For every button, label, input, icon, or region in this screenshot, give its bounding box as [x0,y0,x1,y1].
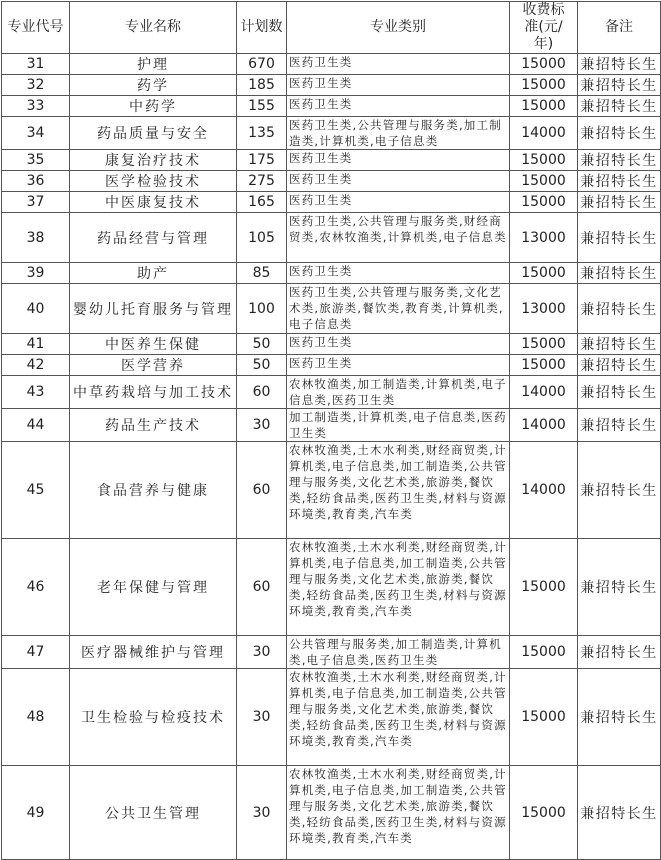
remark: 兼招特长生 [578,669,661,766]
tuition-fee: 14000 [510,442,578,539]
tuition-fee: 15000 [510,96,578,117]
major-category: 医药卫生类,公共管理与服务类,财经商贸类,农林牧渔类,计算机类,电子信息类 [287,213,510,263]
tuition-fee: 15000 [510,150,578,171]
plan-count: 50 [237,355,287,376]
major-category: 医药卫生类 [287,54,510,75]
tuition-fee: 15000 [510,75,578,96]
plan-count: 275 [237,171,287,192]
major-name: 卫生检验与检疫技术 [70,669,237,766]
tuition-fee: 15000 [510,766,578,860]
tuition-fee: 15000 [510,54,578,75]
tuition-fee: 15000 [510,636,578,669]
plan-count: 60 [237,539,287,636]
major-name: 老年保健与管理 [70,539,237,636]
tuition-fee: 15000 [510,334,578,355]
major-name: 婴幼儿托育服务与管理 [70,284,237,334]
header-code: 专业代号 [2,2,70,54]
major-name: 药品经营与管理 [70,213,237,263]
table-row [2,669,661,766]
remark: 兼招特长生 [578,409,661,442]
major-category: 农林牧渔类,加工制造类,计算机类,电子信息类,医药卫生类 [287,376,510,409]
plan-count: 30 [237,669,287,766]
header-fee [510,2,578,54]
plan-count: 30 [237,766,287,860]
major-category: 医药卫生类 [287,334,510,355]
header-note: 备注 [578,2,661,54]
major-code: 39 [2,263,70,284]
table-row [2,284,661,334]
plan-count: 105 [237,213,287,263]
remark: 兼招特长生 [578,171,661,192]
major-name: 药品生产技术 [70,409,237,442]
major-name: 康复治疗技术 [70,150,237,171]
tuition-fee: 14000 [510,376,578,409]
major-name: 药学 [70,75,237,96]
major-code: 37 [2,192,70,213]
major-category: 医药卫生类 [287,171,510,192]
major-category: 医药卫生类 [287,75,510,96]
plan-count: 670 [237,54,287,75]
tuition-fee: 14000 [510,409,578,442]
remark: 兼招特长生 [578,442,661,539]
header-category: 专业类别 [287,2,510,54]
remark: 兼招特长生 [578,284,661,334]
major-name: 中医养生保健 [70,334,237,355]
major-category: 加工制造类,计算机类,电子信息类,医药卫生类 [287,409,510,442]
table-row [2,334,661,355]
major-category: 医药卫生类 [287,96,510,117]
plan-count: 60 [237,376,287,409]
table-row [2,766,661,860]
major-name: 药品质量与安全 [70,117,237,150]
major-code: 35 [2,150,70,171]
table-row [2,636,661,669]
tuition-fee: 15000 [510,263,578,284]
major-category: 农林牧渔类,土木水利类,财经商贸类,计算机类,电子信息类,加工制造类,公共管理与服务类,文化艺术类,旅游类,餐饮类,轻纺食品类,医药卫生类,材料与资源环境类,教育类,汽车类 [287,669,510,766]
tuition-fee: 15000 [510,171,578,192]
table-row [2,171,661,192]
table-row [2,75,661,96]
plan-count: 185 [237,75,287,96]
major-code: 38 [2,213,70,263]
major-code: 45 [2,442,70,539]
major-name: 中药学 [70,96,237,117]
remark: 兼招特长生 [578,636,661,669]
major-name: 助产 [70,263,237,284]
table-row [2,409,661,442]
major-name: 中草药栽培与加工技术 [70,376,237,409]
header-row [2,2,661,54]
remark: 兼招特长生 [578,376,661,409]
major-category: 农林牧渔类,土木水利类,财经商贸类,计算机类,电子信息类,加工制造类,公共管理与服务类,文化艺术类,旅游类,餐饮类,轻纺食品类,医药卫生类,材料与资源环境类,教育类,汽车类 [287,539,510,636]
major-code: 46 [2,539,70,636]
major-code: 48 [2,669,70,766]
plan-count: 30 [237,409,287,442]
table-row [2,539,661,636]
major-category: 医药卫生类 [287,150,510,171]
remark: 兼招特长生 [578,75,661,96]
enrollment-table [1,1,661,860]
remark: 兼招特长生 [578,117,661,150]
major-code: 36 [2,171,70,192]
table-row [2,96,661,117]
major-category: 医药卫生类,公共管理与服务类,文化艺术类,旅游类,餐饮类,教育类,计算机类,电子信息类 [287,284,510,334]
tuition-fee: 15000 [510,539,578,636]
header-name: 专业名称 [70,2,237,54]
major-category: 医药卫生类 [287,192,510,213]
major-category: 农林牧渔类,土木水利类,财经商贸类,计算机类,电子信息类,加工制造类,公共管理与服务类,文化艺术类,旅游类,餐饮类,轻纺食品类,医药卫生类,材料与资源环境类,教育类,汽车类 [287,442,510,539]
remark: 兼招特长生 [578,334,661,355]
remark: 兼招特长生 [578,150,661,171]
table-row [2,117,661,150]
major-code: 44 [2,409,70,442]
table-row [2,442,661,539]
table-row [2,355,661,376]
remark: 兼招特长生 [578,355,661,376]
remark: 兼招特长生 [578,263,661,284]
major-code: 31 [2,54,70,75]
plan-count: 100 [237,284,287,334]
remark: 兼招特长生 [578,192,661,213]
major-category: 医药卫生类,公共管理与服务类,加工制造类,计算机类,电子信息类 [287,117,510,150]
header-plan: 计划数 [237,2,287,54]
plan-count: 135 [237,117,287,150]
tuition-fee: 14000 [510,117,578,150]
plan-count: 30 [237,636,287,669]
plan-count: 50 [237,334,287,355]
major-code: 34 [2,117,70,150]
major-name: 医学营养 [70,355,237,376]
tuition-fee: 15000 [510,669,578,766]
table-body [2,54,661,860]
major-name: 医学检验技术 [70,171,237,192]
plan-count: 165 [237,192,287,213]
major-name: 医疗器械维护与管理 [70,636,237,669]
major-name: 护理 [70,54,237,75]
tuition-fee: 15000 [510,355,578,376]
table-row [2,376,661,409]
plan-count: 155 [237,96,287,117]
major-name: 中医康复技术 [70,192,237,213]
major-code: 40 [2,284,70,334]
major-code: 32 [2,75,70,96]
major-category: 医药卫生类 [287,263,510,284]
major-category: 公共管理与服务类,加工制造类,计算机类,电子信息类,医药卫生类 [287,636,510,669]
enrollment-table-wrapper [1,1,661,860]
plan-count: 85 [237,263,287,284]
remark: 兼招特长生 [578,96,661,117]
major-code: 47 [2,636,70,669]
tuition-fee: 15000 [510,192,578,213]
tuition-fee: 13000 [510,213,578,263]
major-category: 农林牧渔类,土木水利类,财经商贸类,计算机类,电子信息类,加工制造类,公共管理与服务类,文化艺术类,旅游类,餐饮类,轻纺食品类,医药卫生类,材料与资源环境类,教育类,汽车类 [287,766,510,860]
table-row [2,213,661,263]
major-code: 43 [2,376,70,409]
major-code: 42 [2,355,70,376]
header-fee-text: 收费标准(元/年) [522,2,565,52]
table-row [2,263,661,284]
table-row [2,150,661,171]
tuition-fee: 13000 [510,284,578,334]
major-name: 食品营养与健康 [70,442,237,539]
major-code: 49 [2,766,70,860]
plan-count: 60 [237,442,287,539]
plan-count: 175 [237,150,287,171]
table-row [2,192,661,213]
major-code: 41 [2,334,70,355]
remark: 兼招特长生 [578,539,661,636]
remark: 兼招特长生 [578,213,661,263]
table-row [2,54,661,75]
major-category: 医药卫生类 [287,355,510,376]
remark: 兼招特长生 [578,54,661,75]
major-name: 公共卫生管理 [70,766,237,860]
major-code: 33 [2,96,70,117]
remark: 兼招特长生 [578,766,661,860]
